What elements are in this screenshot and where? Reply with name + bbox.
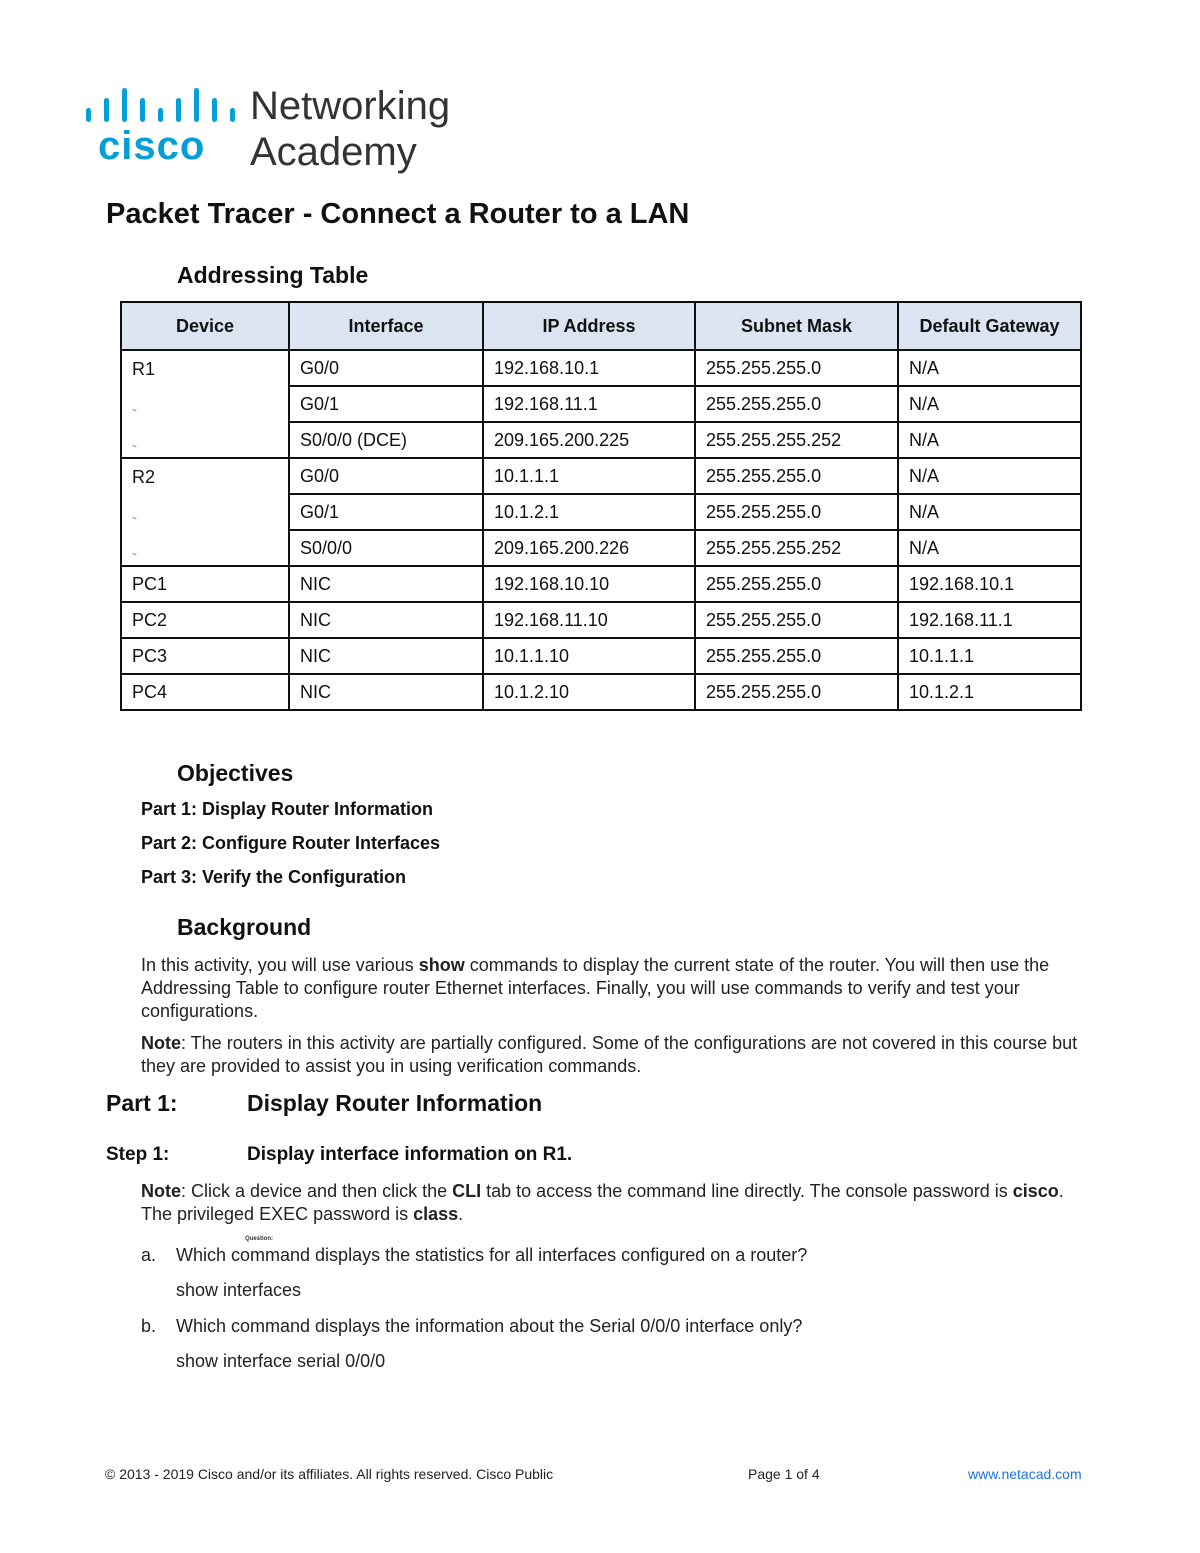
gateway-cell: 10.1.1.1 [898,638,1081,674]
question-a-text: Which command displays the statistics for all interfaces configured on a router? [176,1245,808,1265]
header-interface: Interface [289,302,483,350]
gateway-cell: 10.1.2.1 [898,674,1081,710]
gateway-cell: N/A [898,350,1081,386]
step-1-note: Note: Click a device and then click the CLI tab to access the command line directly. The console password is cisco. The privileged EXEC password is class. [141,1181,1064,1224]
mask-cell: 255.255.255.0 [695,638,898,674]
footer-page-number: Page 1 of 4 [748,1466,820,1482]
logo-academy: Academy [250,130,417,174]
interface-cell: NIC [289,602,483,638]
ip-cell: 192.168.11.1 [483,386,695,422]
table-row [121,638,1081,674]
question-b-answer: show interface serial 0/0/0 [176,1351,386,1371]
step-1-label: Step 1: [106,1144,170,1165]
ip-cell: 10.1.1.10 [483,638,695,674]
gateway-cell: 192.168.10.1 [898,566,1081,602]
ip-cell: 192.168.10.10 [483,566,695,602]
cisco-networking-academy-logo [84,86,484,181]
background-paragraph: In this activity, you will use various show commands to display the current state of the router. You will then use the Addressing Table to configure router Ethernet interfaces. Finally, you will use commands to verify and test your configurations. [141,955,1050,1021]
header-subnet-mask: Subnet Mask [695,302,898,350]
device-cell: R2 ~ ~ [121,458,289,566]
table-row [121,350,1081,386]
ip-cell: 10.1.2.10 [483,674,695,710]
interface-cell: G0/0 [289,458,483,494]
interface-cell: G0/1 [289,386,483,422]
question-mark-label: Question: [245,1236,273,1242]
interface-cell: G0/0 [289,350,483,386]
table-header-row [121,302,1081,350]
objective-item: Part 3: Verify the Configuration [141,867,407,887]
footer-copyright: © 2013 - 2019 Cisco and/or its affiliates. All rights reserved. Cisco Public [105,1466,554,1482]
device-cell: PC4 [121,674,289,710]
device-cell: PC1 [121,566,289,602]
addressing-table-heading: Addressing Table [177,262,369,288]
device-cell: PC2 [121,602,289,638]
ip-cell: 192.168.10.1 [483,350,695,386]
addressing-table [120,301,1082,711]
objective-item: Part 2: Configure Router Interfaces [141,833,441,853]
question-a-label: a. [141,1245,157,1265]
objectives-heading: Objectives [177,760,294,786]
interface-cell: G0/1 [289,494,483,530]
ip-cell: 209.165.200.225 [483,422,695,458]
header-ip-address: IP Address [483,302,695,350]
interface-cell: NIC [289,638,483,674]
gateway-cell: N/A [898,422,1081,458]
part-1-title: Display Router Information [247,1090,543,1116]
interface-cell: NIC [289,566,483,602]
page-title: Packet Tracer - Connect a Router to a LAN [106,198,690,230]
mask-cell: 255.255.255.0 [695,494,898,530]
background-note: Note: The routers in this activity are partially configured. Some of the configurations are not covered in this course but they are provided to assist you in using verification commands. [141,1033,1078,1076]
mask-cell: 255.255.255.252 [695,530,898,566]
cisco-wordmark: cisco [98,124,206,168]
table-row [121,602,1081,638]
gateway-cell: N/A [898,458,1081,494]
table-row [121,674,1081,710]
mask-cell: 255.255.255.0 [695,458,898,494]
question-b-text: Which command displays the information about the Serial 0/0/0 interface only? [176,1316,803,1336]
question-a-answer: show interfaces [176,1280,302,1300]
device-cell: PC3 [121,638,289,674]
question-b-label: b. [141,1316,157,1336]
ip-cell: 10.1.2.1 [483,494,695,530]
mask-cell: 255.255.255.252 [695,422,898,458]
gateway-cell: N/A [898,494,1081,530]
table-row [121,566,1081,602]
interface-cell: NIC [289,674,483,710]
objective-item: Part 1: Display Router Information [141,799,434,819]
gateway-cell: 192.168.11.1 [898,602,1081,638]
step-1-title: Display interface information on R1. [247,1144,573,1165]
footer-netacad-link[interactable]: www.netacad.com [968,1466,1082,1482]
mask-cell: 255.255.255.0 [695,674,898,710]
header-default-gateway: Default Gateway [898,302,1081,350]
background-heading: Background [177,914,312,940]
logo-networking: Networking [250,84,451,128]
gateway-cell: N/A [898,530,1081,566]
gateway-cell: N/A [898,386,1081,422]
interface-cell: S0/0/0 (DCE) [289,422,483,458]
table-row [121,458,1081,494]
ip-cell: 209.165.200.226 [483,530,695,566]
interface-cell: S0/0/0 [289,530,483,566]
ip-cell: 10.1.1.1 [483,458,695,494]
mask-cell: 255.255.255.0 [695,350,898,386]
mask-cell: 255.255.255.0 [695,566,898,602]
mask-cell: 255.255.255.0 [695,386,898,422]
device-cell: R1 ~ ~ [121,350,289,458]
ip-cell: 192.168.11.10 [483,602,695,638]
mask-cell: 255.255.255.0 [695,602,898,638]
part-1-label: Part 1: [106,1090,178,1116]
header-device: Device [121,302,289,350]
